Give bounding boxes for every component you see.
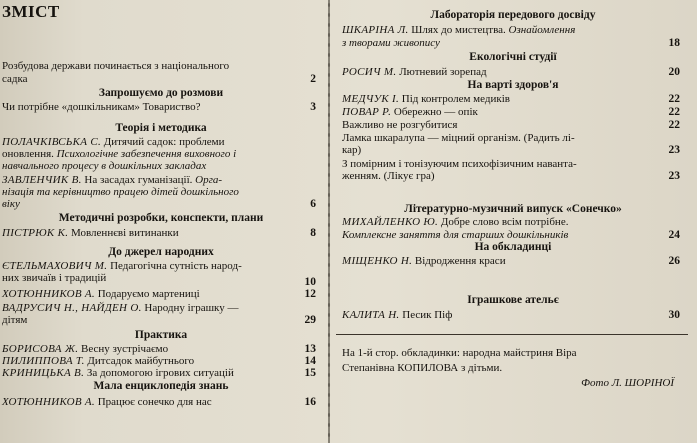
s3-line: [2, 227, 179, 239]
r4-line-1: [342, 216, 568, 228]
r2-page: 20: [668, 66, 680, 78]
r3e5-line-1: З помірним і тонізуючим психофізичним наванта-: [342, 158, 577, 170]
intro-line-2: садка: [2, 73, 28, 85]
s2e1-line-1: [2, 136, 225, 148]
s2e2-line-3: віку: [2, 198, 20, 210]
section-heading-practice: Практика: [134, 329, 188, 341]
s4e1-author: ЄТЕЛЬМАХОВИЧ М.: [2, 260, 108, 272]
section-heading-lab: Лабораторія передового досвіду: [430, 9, 596, 21]
r5-author: МІЩЕНКО Н.: [342, 255, 413, 267]
r2-line: [342, 66, 487, 78]
s5e2-line: [2, 355, 194, 367]
s2e1-text-1: Дитячий садок: проблеми: [101, 136, 225, 148]
intro-line-1: Розбудова держави починається з національного: [2, 60, 230, 72]
s4e2-page: 12: [304, 288, 316, 300]
section-heading-cover: На обкладинці: [474, 241, 552, 253]
s4e3-page: 29: [304, 314, 316, 326]
s4e1-text-1: Педагогічна сутність народ-: [107, 260, 242, 272]
s2e2-page: 6: [310, 198, 316, 210]
s4e1-line-1: [2, 260, 242, 272]
r2-author: РОСИЧ М.: [342, 66, 397, 78]
r6-page: 30: [668, 309, 680, 321]
r3e1-page: 22: [668, 93, 680, 105]
s2e1-text-2i: Психологічне забезпечення виховного і: [53, 148, 237, 160]
s4e2-line: [2, 288, 200, 300]
s4e1-line-2: них звичаїв і традицій: [2, 272, 107, 284]
s5e3-text: За допомогою ігрових ситуацій: [84, 367, 234, 379]
r1-text-1i: Ознайомлення: [505, 24, 576, 36]
s6-line: [2, 396, 212, 408]
section-heading-methodical: Методичні розробки, конспекти, плани: [58, 212, 264, 224]
r6-text: Песик Піф: [399, 309, 453, 321]
s2e2-line-2: нізація та керівництво працею дітей дошкільного: [2, 186, 239, 198]
r3e5-page: 23: [668, 170, 680, 182]
cover-caption: [342, 346, 672, 391]
r3e5-line-2: женням. (Лікує гра): [342, 170, 435, 182]
section-heading-encyclopedia: Мала енциклопедія знань: [93, 380, 229, 392]
r4-author: МИХАЙЛЕНКО Ю.: [342, 216, 439, 228]
s5e2-page: 14: [304, 355, 316, 367]
r1-text-1: Шлях до мистецтва.: [408, 24, 506, 36]
binding-dots: [326, 0, 332, 443]
s5e3-line: [2, 367, 234, 379]
intro-page: 2: [310, 73, 316, 85]
r5-line: [342, 255, 506, 267]
r1-line-1: [342, 24, 575, 36]
s3-page: 8: [310, 227, 316, 239]
r5-page: 26: [668, 255, 680, 267]
photo-credit: Фото Л. ШОРІНОЇ: [581, 377, 674, 389]
r3e2-page: 22: [668, 106, 680, 118]
r6-line: [342, 309, 452, 321]
r1-page: 18: [668, 37, 680, 49]
r3e3-line: Важливо не розгубитися: [342, 119, 458, 131]
s2e1-line-2: [2, 148, 236, 160]
r3e3-page: 22: [668, 119, 680, 131]
r3e2-author: ПОВАР Р.: [342, 106, 392, 118]
r1-line-2: з творами живопису: [342, 37, 440, 49]
section-heading-health: На варті здоров'я: [467, 79, 559, 91]
r4-page: 24: [668, 229, 680, 241]
s2e1-line-3: навчального процесу в дошкільних закладах: [2, 160, 207, 172]
s5e1-text: Весну зустрічаємо: [78, 343, 169, 355]
s2e2-author: ЗАВЛЕНЧИК В.: [2, 174, 82, 186]
s6-text: Працює сонечко для нас: [94, 396, 212, 408]
s3-text: Мовленнєві витинанки: [68, 227, 179, 239]
s5e2-author: ПИЛИППОВА Т.: [2, 355, 85, 367]
r3e1-line: [342, 93, 510, 105]
s5e1-line: [2, 343, 168, 355]
s2e1-text-2: оновлення.: [2, 148, 54, 160]
r2-text: Лютневий зорепад: [396, 66, 487, 78]
s5e1-author: БОРИСОВА Ж.: [2, 343, 79, 355]
s4e1-page: 10: [304, 276, 316, 288]
s4e3-author: ВАДРУСИЧ Н., НАЙДЕН О.: [2, 302, 142, 314]
s4e3-line-1: [2, 302, 239, 314]
section-heading-conversation: Запрошуємо до розмови: [98, 87, 224, 99]
s4e2-text: Подаруємо мартениці: [94, 288, 200, 300]
cover-caption-line-1: На 1-й стор. обкладинки: народна майстриня Віра: [342, 347, 577, 359]
s4e3-line-2: дітям: [2, 314, 28, 326]
s5e1-page: 13: [304, 343, 316, 355]
s4e2-author: ХОТЮННИКОВ А.: [2, 288, 95, 300]
r3e4-line-2: кар): [342, 144, 362, 156]
s2e1-author: ПОЛАЧКІВСЬКА С.: [2, 136, 102, 148]
section-heading-theory: Теорія і методика: [115, 122, 207, 134]
r1-author: ШКАРІНА Л.: [342, 24, 409, 36]
s6-author: ХОТЮННИКОВ А.: [2, 396, 95, 408]
r3e4-line-1: Ламка шкаралупа — міцний організм. (Радить лі-: [342, 132, 575, 144]
s1-line: Чи потрібне «дошкільникам» Товариство?: [2, 101, 201, 113]
footer-rule: [336, 334, 688, 335]
s5e3-author: КРИНИЦЬКА В.: [2, 367, 85, 379]
r3e2-text: Обережно — опік: [391, 106, 478, 118]
r5-text: Відродження краси: [412, 255, 506, 267]
page-title: ЗМІСТ: [2, 2, 60, 21]
s2e2-text-1i: Орга-: [192, 174, 223, 186]
s6-page: 16: [304, 396, 316, 408]
cover-caption-line-2: Степанівна КОПИЛОВА з дітьми.: [342, 362, 503, 374]
section-heading-toys: Іграшкове ательє: [467, 294, 559, 306]
s5e2-text: Дитсадок майбутнього: [84, 355, 195, 367]
s2e2-line-1: [2, 174, 222, 186]
r4-text-1: Добре слово всім потрібне.: [438, 216, 569, 228]
section-heading-ecology: Екологічні студії: [469, 51, 557, 63]
s4e3-text-1: Народну іграшку —: [141, 302, 239, 314]
section-heading-folk: До джерел народних: [108, 246, 214, 258]
s5e3-page: 15: [304, 367, 316, 379]
r3e1-text: Під контролем медиків: [399, 93, 510, 105]
s3-author: ПІСТРЮК К.: [2, 227, 69, 239]
s1-page: 3: [310, 101, 316, 113]
r3e4-page: 23: [668, 144, 680, 156]
section-heading-literary: Літературно-музичний випуск «Сонечко»: [404, 203, 622, 215]
r6-author: КАЛИТА Н.: [342, 309, 400, 321]
r3e1-author: МЕДЧУК І.: [342, 93, 400, 105]
r4-line-2: Комплексне заняття для старших дошкільників: [342, 229, 569, 241]
r3e2-line: [342, 106, 478, 118]
s2e2-text-1: На засадах гуманізації.: [81, 174, 193, 186]
